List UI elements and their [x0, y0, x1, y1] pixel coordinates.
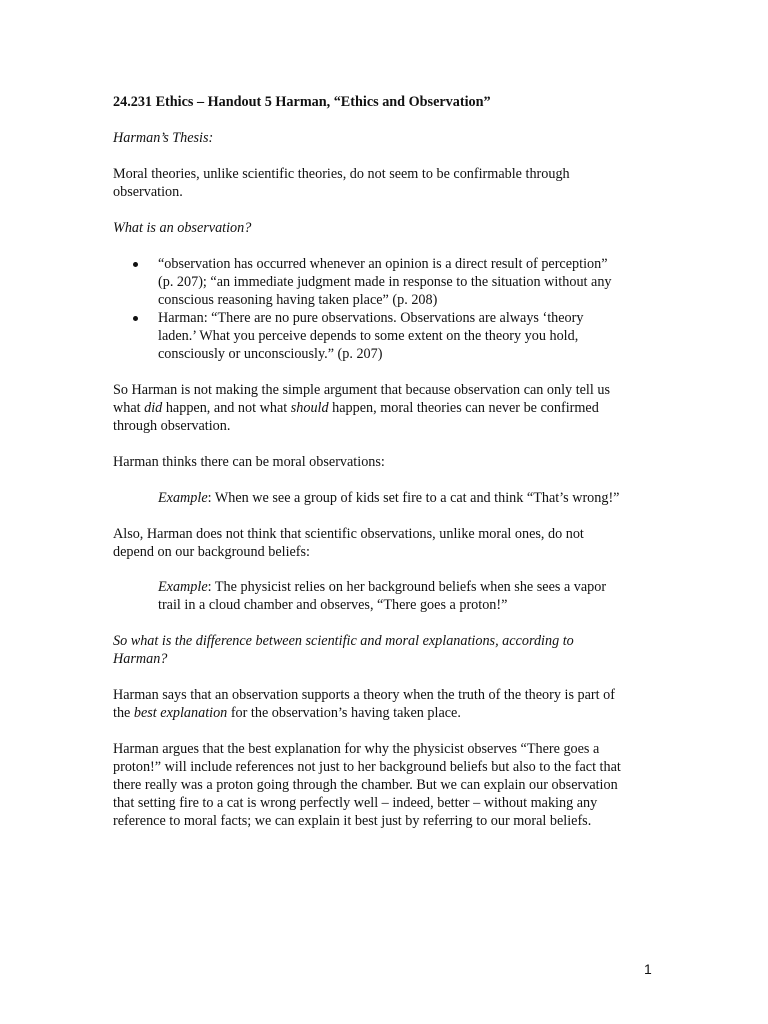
bullet-line: conscious reasoning having taken place” (p. 208): [158, 292, 438, 308]
bullet-line: consciously or unconsciously.” (p. 207): [158, 346, 383, 362]
text-run: for the observation’s having taken place.: [227, 705, 461, 721]
moral-observation-intro: Harman thinks there can be moral observations:: [113, 454, 385, 470]
argument-line: So Harman is not making the simple argument that because observation can only tell us: [113, 382, 610, 398]
bullet-line: (p. 207); “an immediate judgment made in response to the situation without any: [158, 274, 612, 290]
observation-heading: What is an observation?: [113, 220, 252, 236]
support-line: Harman says that an observation supports a theory when the truth of the theory is part of: [113, 687, 615, 703]
argues-line: that setting fire to a cat is wrong perfectly well – indeed, better – without making any: [113, 795, 598, 811]
difference-question: So what is the difference between scientific and moral explanations, according to: [113, 633, 574, 649]
example-label: Example: [158, 490, 208, 506]
text-run: the: [113, 705, 134, 721]
support-line: [113, 704, 461, 722]
bullet-marker: [133, 316, 138, 321]
argues-line: proton!” will include references not just to her background beliefs but also to the fact that: [113, 759, 621, 775]
thesis-line: observation.: [113, 184, 183, 200]
example-cat: [158, 489, 619, 507]
argues-line: there really was a proton going through the chamber. But we can explain our observation: [113, 777, 618, 793]
bullet-line: laden.’ What you perceive depends to some extent on the theory you hold,: [158, 328, 579, 344]
bullet-line: “observation has occurred whenever an opinion is a direct result of perception”: [158, 256, 608, 272]
emphasis-did: did: [144, 400, 163, 416]
bullet-line: Harman: “There are no pure observations. Observations are always ‘theory: [158, 310, 584, 326]
emphasis-best-explanation: best explanation: [133, 705, 228, 721]
text-run: happen, moral theories can never be confirmed: [328, 400, 599, 416]
argument-line: through observation.: [113, 418, 231, 434]
also-line: depend on our background beliefs:: [113, 544, 310, 560]
text-run: what: [113, 400, 145, 416]
emphasis-should: should: [290, 400, 329, 416]
page-number: 1: [644, 961, 652, 977]
example-text: : When we see a group of kids set fire to a cat and think “That’s wrong!”: [207, 490, 620, 506]
also-line: Also, Harman does not think that scientific observations, unlike moral ones, do not: [113, 526, 584, 542]
thesis-line: Moral theories, unlike scientific theories, do not seem to be confirmable through: [113, 166, 570, 182]
argues-line: Harman argues that the best explanation for why the physicist observes “There goes a: [113, 741, 600, 757]
example-text: : The physicist relies on her background beliefs when she sees a vapor: [207, 579, 607, 595]
thesis-heading: Harman’s Thesis:: [113, 130, 214, 146]
example-proton-line: trail in a cloud chamber and observes, “There goes a proton!”: [158, 597, 508, 613]
document-title: 24.231 Ethics – Handout 5 Harman, “Ethics and Observation”: [113, 94, 491, 110]
example-proton: [158, 578, 606, 596]
text-run: happen, and not what: [162, 400, 291, 416]
difference-question: Harman?: [113, 651, 168, 667]
argues-line: reference to moral facts; we can explain it best just by referring to our moral beliefs.: [113, 813, 592, 829]
bullet-marker: [133, 262, 138, 267]
example-label: Example: [158, 579, 208, 595]
argument-line: [113, 399, 599, 417]
